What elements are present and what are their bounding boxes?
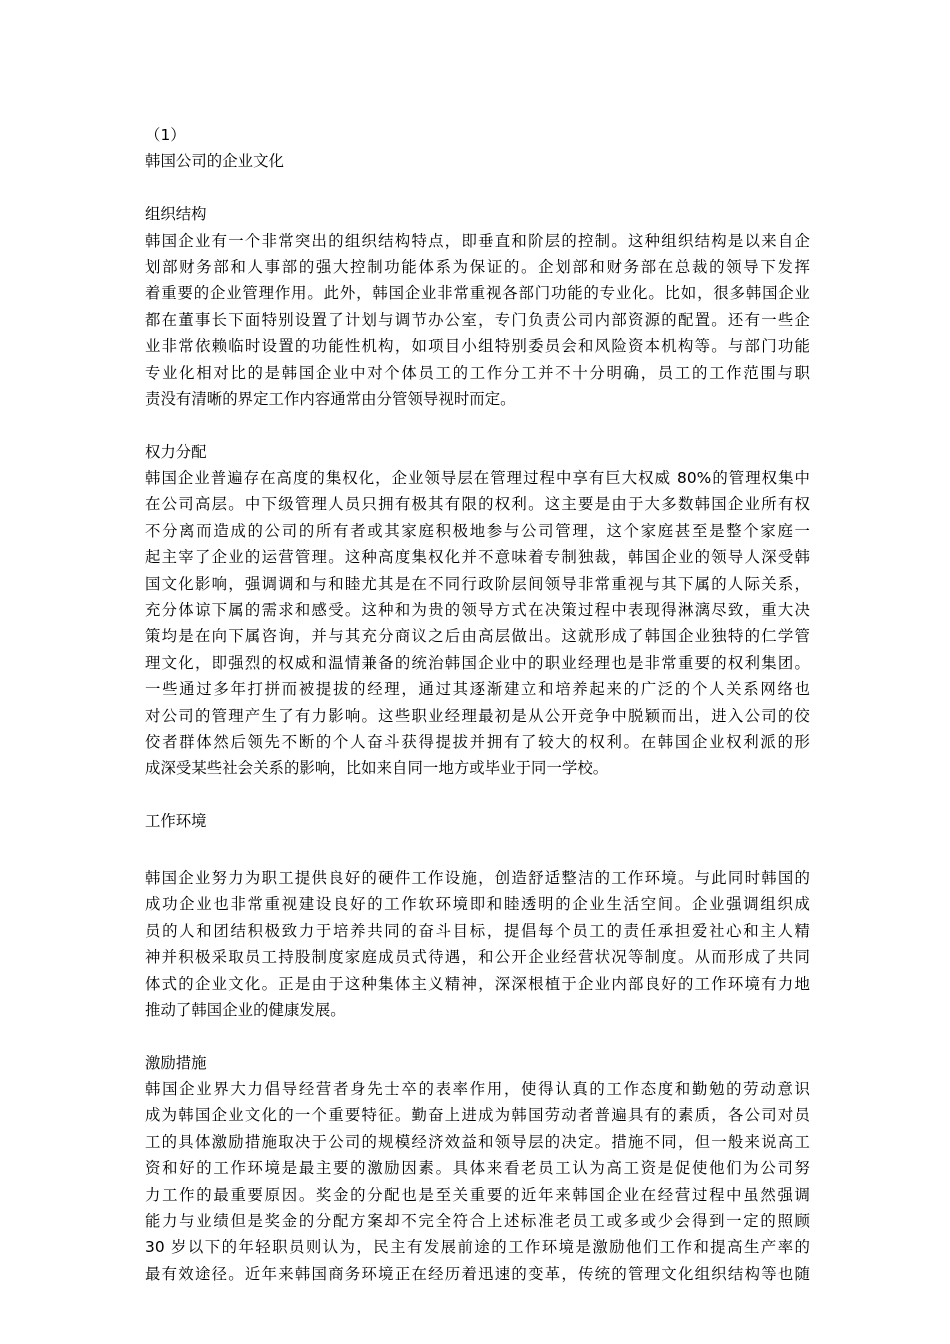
paragraph-line: 责没有清晰的界定工作内容通常由分管领导视时而定。	[145, 389, 516, 408]
paragraph-line: 韩国企业界大力倡导经营者身先士卒的表率作用，使得认真的工作态度和勤勉的劳动意识	[145, 1080, 810, 1099]
paragraph-line: 划部财务部和人事部的强大控制功能体系为保证的。企划部和财务部在总裁的领导下发挥	[145, 257, 810, 276]
paragraph-line: 着重要的企业管理作用。此外，韩国企业非常重视各部门功能的专业化。比如，很多韩国企业	[145, 284, 810, 303]
paragraph-line: 韩国企业努力为职工提供良好的硬件工作设施，创造舒适整洁的工作环境。与此同时韩国的	[145, 868, 810, 887]
spacer	[145, 782, 810, 808]
paragraph-line: 资和好的工作环境是最主要的激励因素。具体来看老员工认为高工资是促使他们为公司努	[145, 1159, 810, 1178]
paragraph-line: 业非常依赖临时设置的功能性机构，如项目小组特别委员会和风险资本机构等。与部门功能	[145, 337, 810, 356]
spacer	[145, 835, 810, 861]
doc-title: 韩国公司的企业文化	[145, 152, 284, 171]
section-body-incentives	[145, 1076, 810, 1287]
section-heading-organization: 组织结构	[145, 205, 207, 224]
spacer	[145, 412, 810, 438]
paragraph-line: 充分体谅下属的需求和感受。这种和为贵的领导方式在决策过程中表现得淋漓尽致，重大决	[145, 601, 810, 620]
paragraph-line: 能力与业绩但是奖金的分配方案却不完全符合上述标准老员工或多或少会得到一定的照顾	[145, 1212, 810, 1231]
document-page	[145, 122, 810, 1287]
paragraph-line: 成深受某些社会关系的影响，比如来自同一地方或毕业于同一学校。	[145, 759, 609, 778]
paragraph-line: 员的人和团结积极致力于培养共同的奋斗目标，提倡每个员工的责任承担爱社心和主人精	[145, 921, 810, 940]
section-heading-power: 权力分配	[145, 442, 207, 461]
section-body-organization	[145, 228, 810, 413]
paragraph-line: 韩国企业普遍存在高度的集权化，企业领导层在管理过程中享有巨大权威 80%的管理权集中	[145, 469, 810, 488]
paragraph-line: 佼者群体然后领先不断的个人奋斗获得提拔并拥有了较大的权利。在韩国企业权利派的形	[145, 732, 810, 751]
paragraph-line: 国文化影响，强调调和与和睦尤其是在不同行政阶层间领导非常重视与其下属的人际关系，	[145, 574, 810, 593]
section-heading-environment: 工作环境	[145, 812, 207, 831]
section-body-environment	[145, 865, 810, 1023]
paragraph-line: 理文化，即强烈的权威和温情兼备的统治韩国企业中的职业经理也是非常重要的权利集团。	[145, 653, 810, 672]
paragraph-line: 推动了韩国企业的健康发展。	[145, 1000, 346, 1019]
paragraph-line: 成功企业也非常重视建设良好的工作软环境即和睦透明的企业生活空间。企业强调组织成	[145, 895, 810, 914]
paragraph-line: 策均是在向下属咨询，并与其充分商议之后由高层做出。这就形成了韩国企业独特的仁学管	[145, 627, 810, 646]
paragraph-line: 起主宰了企业的运营管理。这种高度集权化并不意味着专制独裁，韩国企业的领导人深受韩	[145, 548, 810, 567]
section-body-power	[145, 465, 810, 782]
paragraph-line: 不分离而造成的公司的所有者或其家庭积极地参与公司管理，这个家庭甚至是整个家庭一	[145, 521, 810, 540]
paragraph-line: 专业化相对比的是韩国企业中对个体员工的工作分工并不十分明确，员工的工作范围与职	[145, 363, 810, 382]
paragraph-line: 在公司高层。中下级管理人员只拥有极其有限的权利。这主要是由于大多数韩国企业所有权	[145, 495, 810, 514]
spacer	[145, 175, 810, 201]
doc-number: （1）	[145, 126, 186, 144]
paragraph-line: 神并积极采取员工持股制度家庭成员式待遇，和公开企业经营状况等制度。从而形成了共同	[145, 948, 810, 967]
spacer	[145, 1023, 810, 1049]
paragraph-line: 工的具体激励措施取决于公司的规模经济效益和领导层的决定。措施不同，但一般来说高工	[145, 1132, 810, 1151]
paragraph-line: 力工作的最重要原因。奖金的分配也是至关重要的近年来韩国企业在经营过程中虽然强调	[145, 1185, 810, 1204]
paragraph-line: 韩国企业有一个非常突出的组织结构特点，即垂直和阶层的控制。这种组织结构是以来自企	[145, 231, 810, 250]
paragraph-line: 一些通过多年打拼而被提拔的经理，通过其逐渐建立和培养起来的广泛的个人关系网络也	[145, 680, 810, 699]
paragraph-line: 都在董事长下面特别设置了计划与调节办公室，专门负责公司内部资源的配置。还有一些企	[145, 310, 810, 329]
paragraph-line: 体式的企业文化。正是由于这种集体主义精神，深深根植于企业内部良好的工作环境有力地	[145, 974, 810, 993]
section-heading-incentives: 激励措施	[145, 1053, 207, 1072]
paragraph-line: 成为韩国企业文化的一个重要特征。勤奋上进成为韩国劳动者普遍具有的素质，各公司对员	[145, 1106, 810, 1125]
paragraph-line: 30 岁以下的年轻职员则认为，民主有发展前途的工作环境是激励他们工作和提高生产率的	[145, 1238, 810, 1257]
paragraph-line: 对公司的管理产生了有力影响。这些职业经理最初是从公开竞争中脱颖而出，进入公司的佼	[145, 706, 810, 725]
paragraph-line: 最有效途径。近年来韩国商务环境正在经历着迅速的变革，传统的管理文化组织结构等也随	[145, 1264, 810, 1283]
